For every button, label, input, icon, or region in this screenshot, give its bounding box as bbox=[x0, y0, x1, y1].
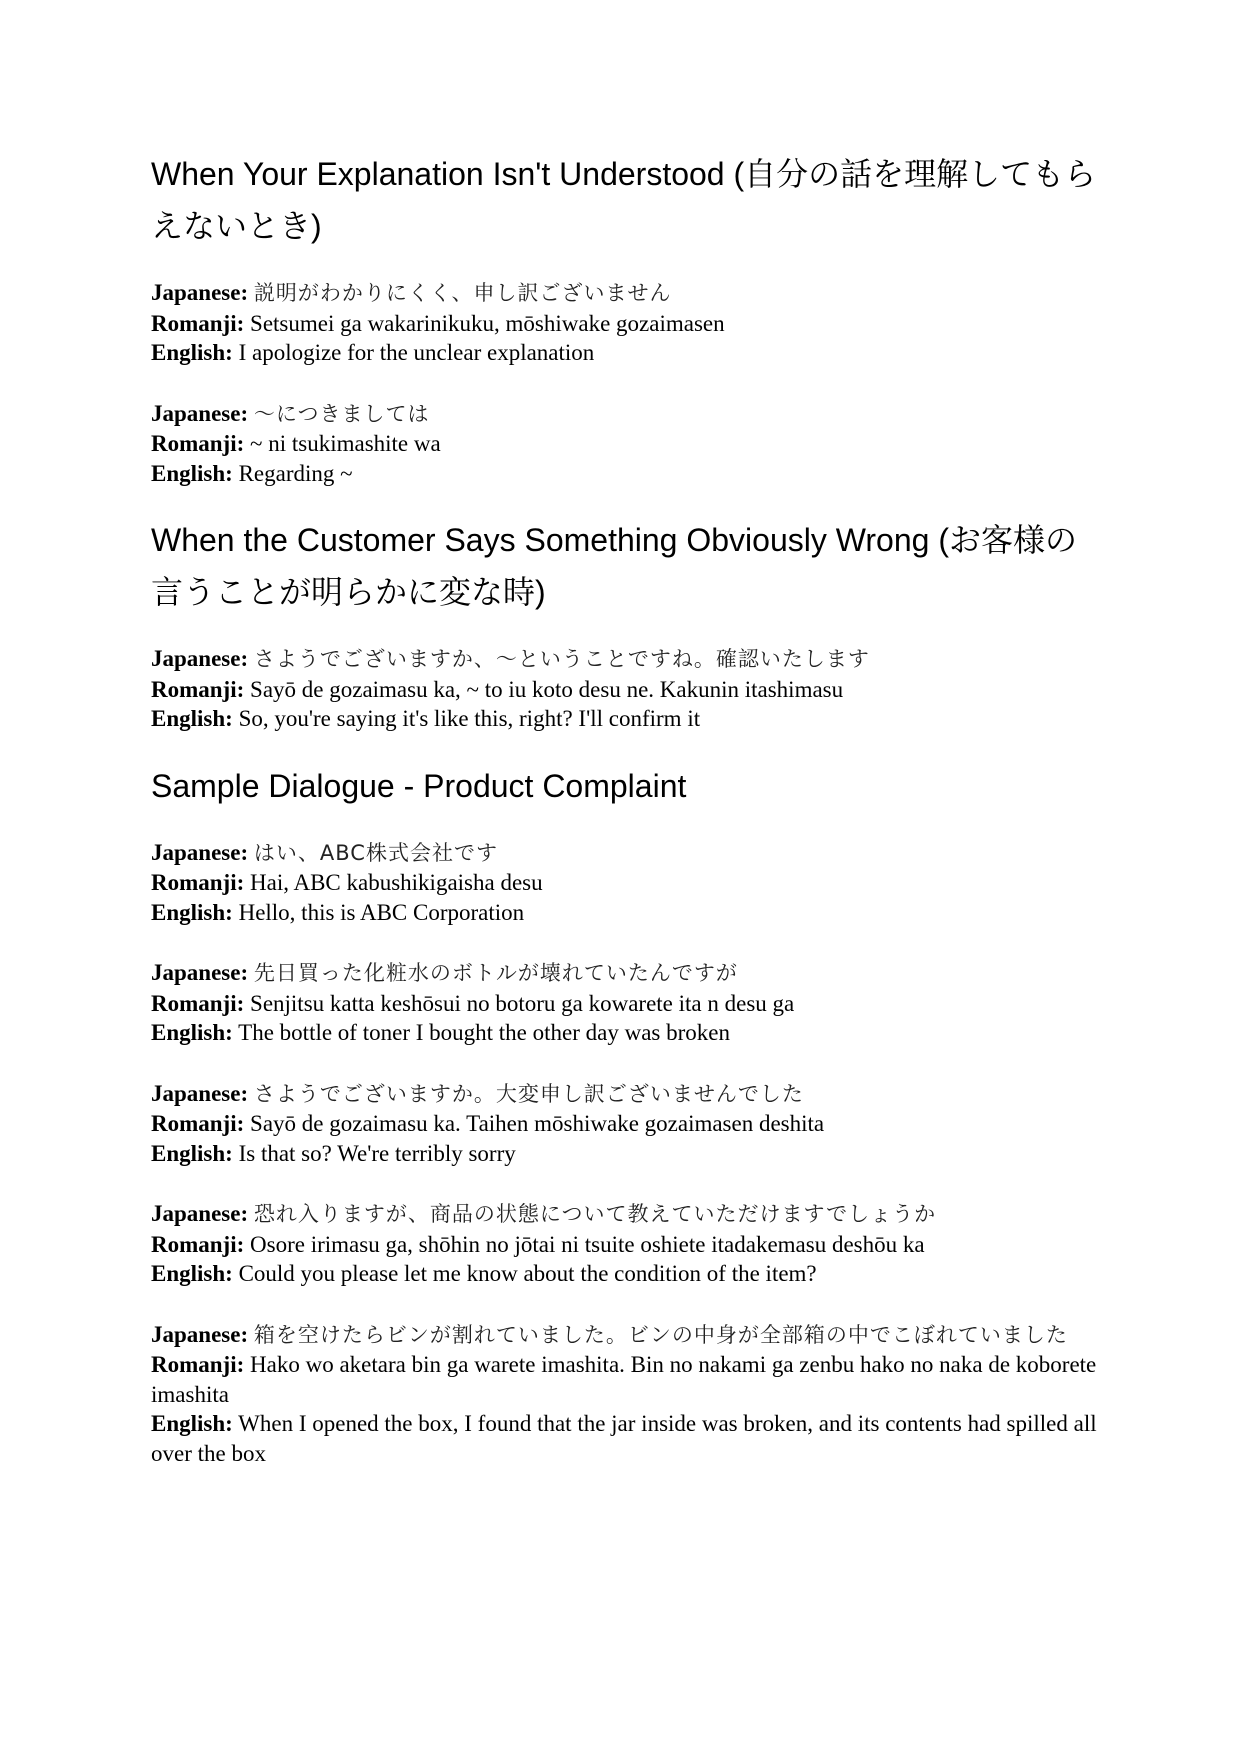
romanji-label: Romanji: bbox=[151, 676, 245, 702]
romanji-label: Romanji: bbox=[151, 1231, 245, 1257]
romanji-text: Senjitsu katta keshōsui no botoru ga kowarete ita n desu ga bbox=[250, 990, 795, 1016]
japanese-text: はい、ABC株式会社です bbox=[253, 840, 498, 865]
english-text: So, you're saying it's like this, right? I'll confirm it bbox=[238, 706, 701, 731]
romanji-label: Romanji: bbox=[151, 431, 245, 456]
english-line bbox=[151, 704, 1101, 734]
english-text: The bottle of toner I bought the other day was broken bbox=[238, 1020, 730, 1045]
japanese-label: Japanese: bbox=[151, 960, 249, 985]
japanese-text: 恐れ入りますが、商品の状態について教えていただけますでしょうか bbox=[253, 1202, 937, 1226]
romanji-label: Romanji: bbox=[151, 870, 245, 895]
phrase-entry bbox=[151, 958, 1101, 1048]
japanese-line bbox=[151, 399, 1101, 430]
english-text: When I opened the box, I found that the jar inside was broken, and its contents had spilled all over the box bbox=[151, 1411, 1097, 1466]
english-label: English: bbox=[151, 1140, 233, 1166]
romanji-label: Romanji: bbox=[151, 1352, 245, 1377]
japanese-label: Japanese: bbox=[151, 1080, 249, 1106]
english-line bbox=[151, 898, 1101, 928]
japanese-line bbox=[151, 838, 1101, 869]
romanji-line bbox=[151, 429, 1101, 459]
english-label: English: bbox=[151, 460, 233, 486]
english-label: English: bbox=[151, 1020, 233, 1045]
romanji-text: Setsumei ga wakarinikuku, mōshiwake gozaimasen bbox=[250, 310, 725, 336]
romanji-label: Romanji: bbox=[151, 310, 245, 336]
romanji-text: Sayō de gozaimasu ka, ~ to iu koto desu ne. Kakunin itashimasu bbox=[250, 676, 844, 702]
romanji-line bbox=[151, 1230, 1101, 1260]
section-heading: When the Customer Says Something Obviously Wrong (お客様の言うことが明らかに変な時) bbox=[151, 522, 1077, 610]
romanji-line bbox=[151, 675, 1101, 705]
japanese-label: Japanese: bbox=[151, 646, 249, 671]
romanji-line bbox=[151, 1350, 1101, 1409]
section-heading: When Your Explanation Isn't Understood (自分の話を理解してもらえないとき) bbox=[151, 156, 1097, 244]
romanji-line bbox=[151, 309, 1101, 339]
japanese-line bbox=[151, 1320, 1101, 1351]
english-text: Regarding ~ bbox=[238, 460, 353, 486]
romanji-text: Hako wo aketara bin ga warete imashita. Bin no nakami ga zenbu hako no naka de koborete imashita bbox=[151, 1352, 1097, 1407]
japanese-line bbox=[151, 644, 1101, 675]
japanese-line bbox=[151, 1199, 1101, 1230]
romanji-text: ~ ni tsukimashite wa bbox=[250, 431, 441, 456]
english-label: English: bbox=[151, 1411, 233, 1436]
japanese-line bbox=[151, 1079, 1101, 1110]
phrase-entry bbox=[151, 278, 1101, 368]
phrase-entry bbox=[151, 1320, 1101, 1469]
japanese-label: Japanese: bbox=[151, 1321, 249, 1347]
english-text: Is that so? We're terribly sorry bbox=[238, 1140, 516, 1166]
japanese-text: 〜につきましては bbox=[253, 401, 430, 426]
japanese-label: Japanese: bbox=[151, 1201, 249, 1226]
japanese-line bbox=[151, 958, 1101, 989]
english-line bbox=[151, 338, 1101, 368]
section-sample-dialogue bbox=[151, 760, 1101, 1469]
english-line bbox=[151, 459, 1101, 489]
english-label: English: bbox=[151, 1261, 233, 1286]
japanese-text: 説明がわかりにくく、申し訳ございません bbox=[253, 281, 672, 305]
romanji-text: Sayō de gozaimasu ka. Taihen mōshiwake gozaimasen deshita bbox=[250, 1111, 825, 1136]
romanji-line bbox=[151, 989, 1101, 1019]
japanese-text: 箱を空けたらビンが割れていました。ビンの中身が全部箱の中でこぼれていました bbox=[253, 1322, 1068, 1347]
section-customer-wrong bbox=[151, 514, 1101, 734]
romanji-label: Romanji: bbox=[151, 990, 245, 1016]
english-label: English: bbox=[151, 706, 233, 731]
english-line bbox=[151, 1409, 1101, 1468]
section-unclear-explanation bbox=[151, 148, 1101, 488]
japanese-line bbox=[151, 278, 1101, 309]
english-label: English: bbox=[151, 899, 233, 925]
document-page bbox=[151, 148, 1101, 1494]
english-line bbox=[151, 1018, 1101, 1048]
phrase-entry bbox=[151, 644, 1101, 734]
japanese-label: Japanese: bbox=[151, 839, 249, 865]
japanese-text: さようでございますか。大変申し訳ございませんでした bbox=[253, 1081, 804, 1106]
phrase-entry bbox=[151, 1199, 1101, 1289]
phrase-entry bbox=[151, 1079, 1101, 1169]
romanji-line bbox=[151, 868, 1101, 898]
romanji-text: Hai, ABC kabushikigaisha desu bbox=[250, 870, 543, 895]
section-heading: Sample Dialogue - Product Complaint bbox=[151, 767, 687, 804]
english-line bbox=[151, 1139, 1101, 1169]
japanese-label: Japanese: bbox=[151, 400, 249, 426]
english-label: English: bbox=[151, 340, 233, 365]
phrase-entry bbox=[151, 399, 1101, 489]
english-text: Hello, this is ABC Corporation bbox=[238, 899, 525, 925]
romanji-line bbox=[151, 1109, 1101, 1139]
english-text: I apologize for the unclear explanation bbox=[238, 340, 595, 365]
english-text: Could you please let me know about the condition of the item? bbox=[238, 1261, 817, 1286]
phrase-entry bbox=[151, 838, 1101, 928]
phrase-list bbox=[151, 278, 1101, 488]
english-line bbox=[151, 1259, 1101, 1289]
romanji-text: Osore irimasu ga, shōhin no jōtai ni tsuite oshiete itadakemasu deshōu ka bbox=[250, 1231, 925, 1257]
phrase-list bbox=[151, 644, 1101, 734]
japanese-text: 先日買った化粧水のボトルが壊れていたんですが bbox=[253, 961, 738, 985]
japanese-label: Japanese: bbox=[151, 280, 249, 305]
phrase-list bbox=[151, 838, 1101, 1469]
japanese-text: さようでございますか、〜ということですね。確認いたします bbox=[253, 647, 870, 671]
romanji-label: Romanji: bbox=[151, 1111, 245, 1136]
